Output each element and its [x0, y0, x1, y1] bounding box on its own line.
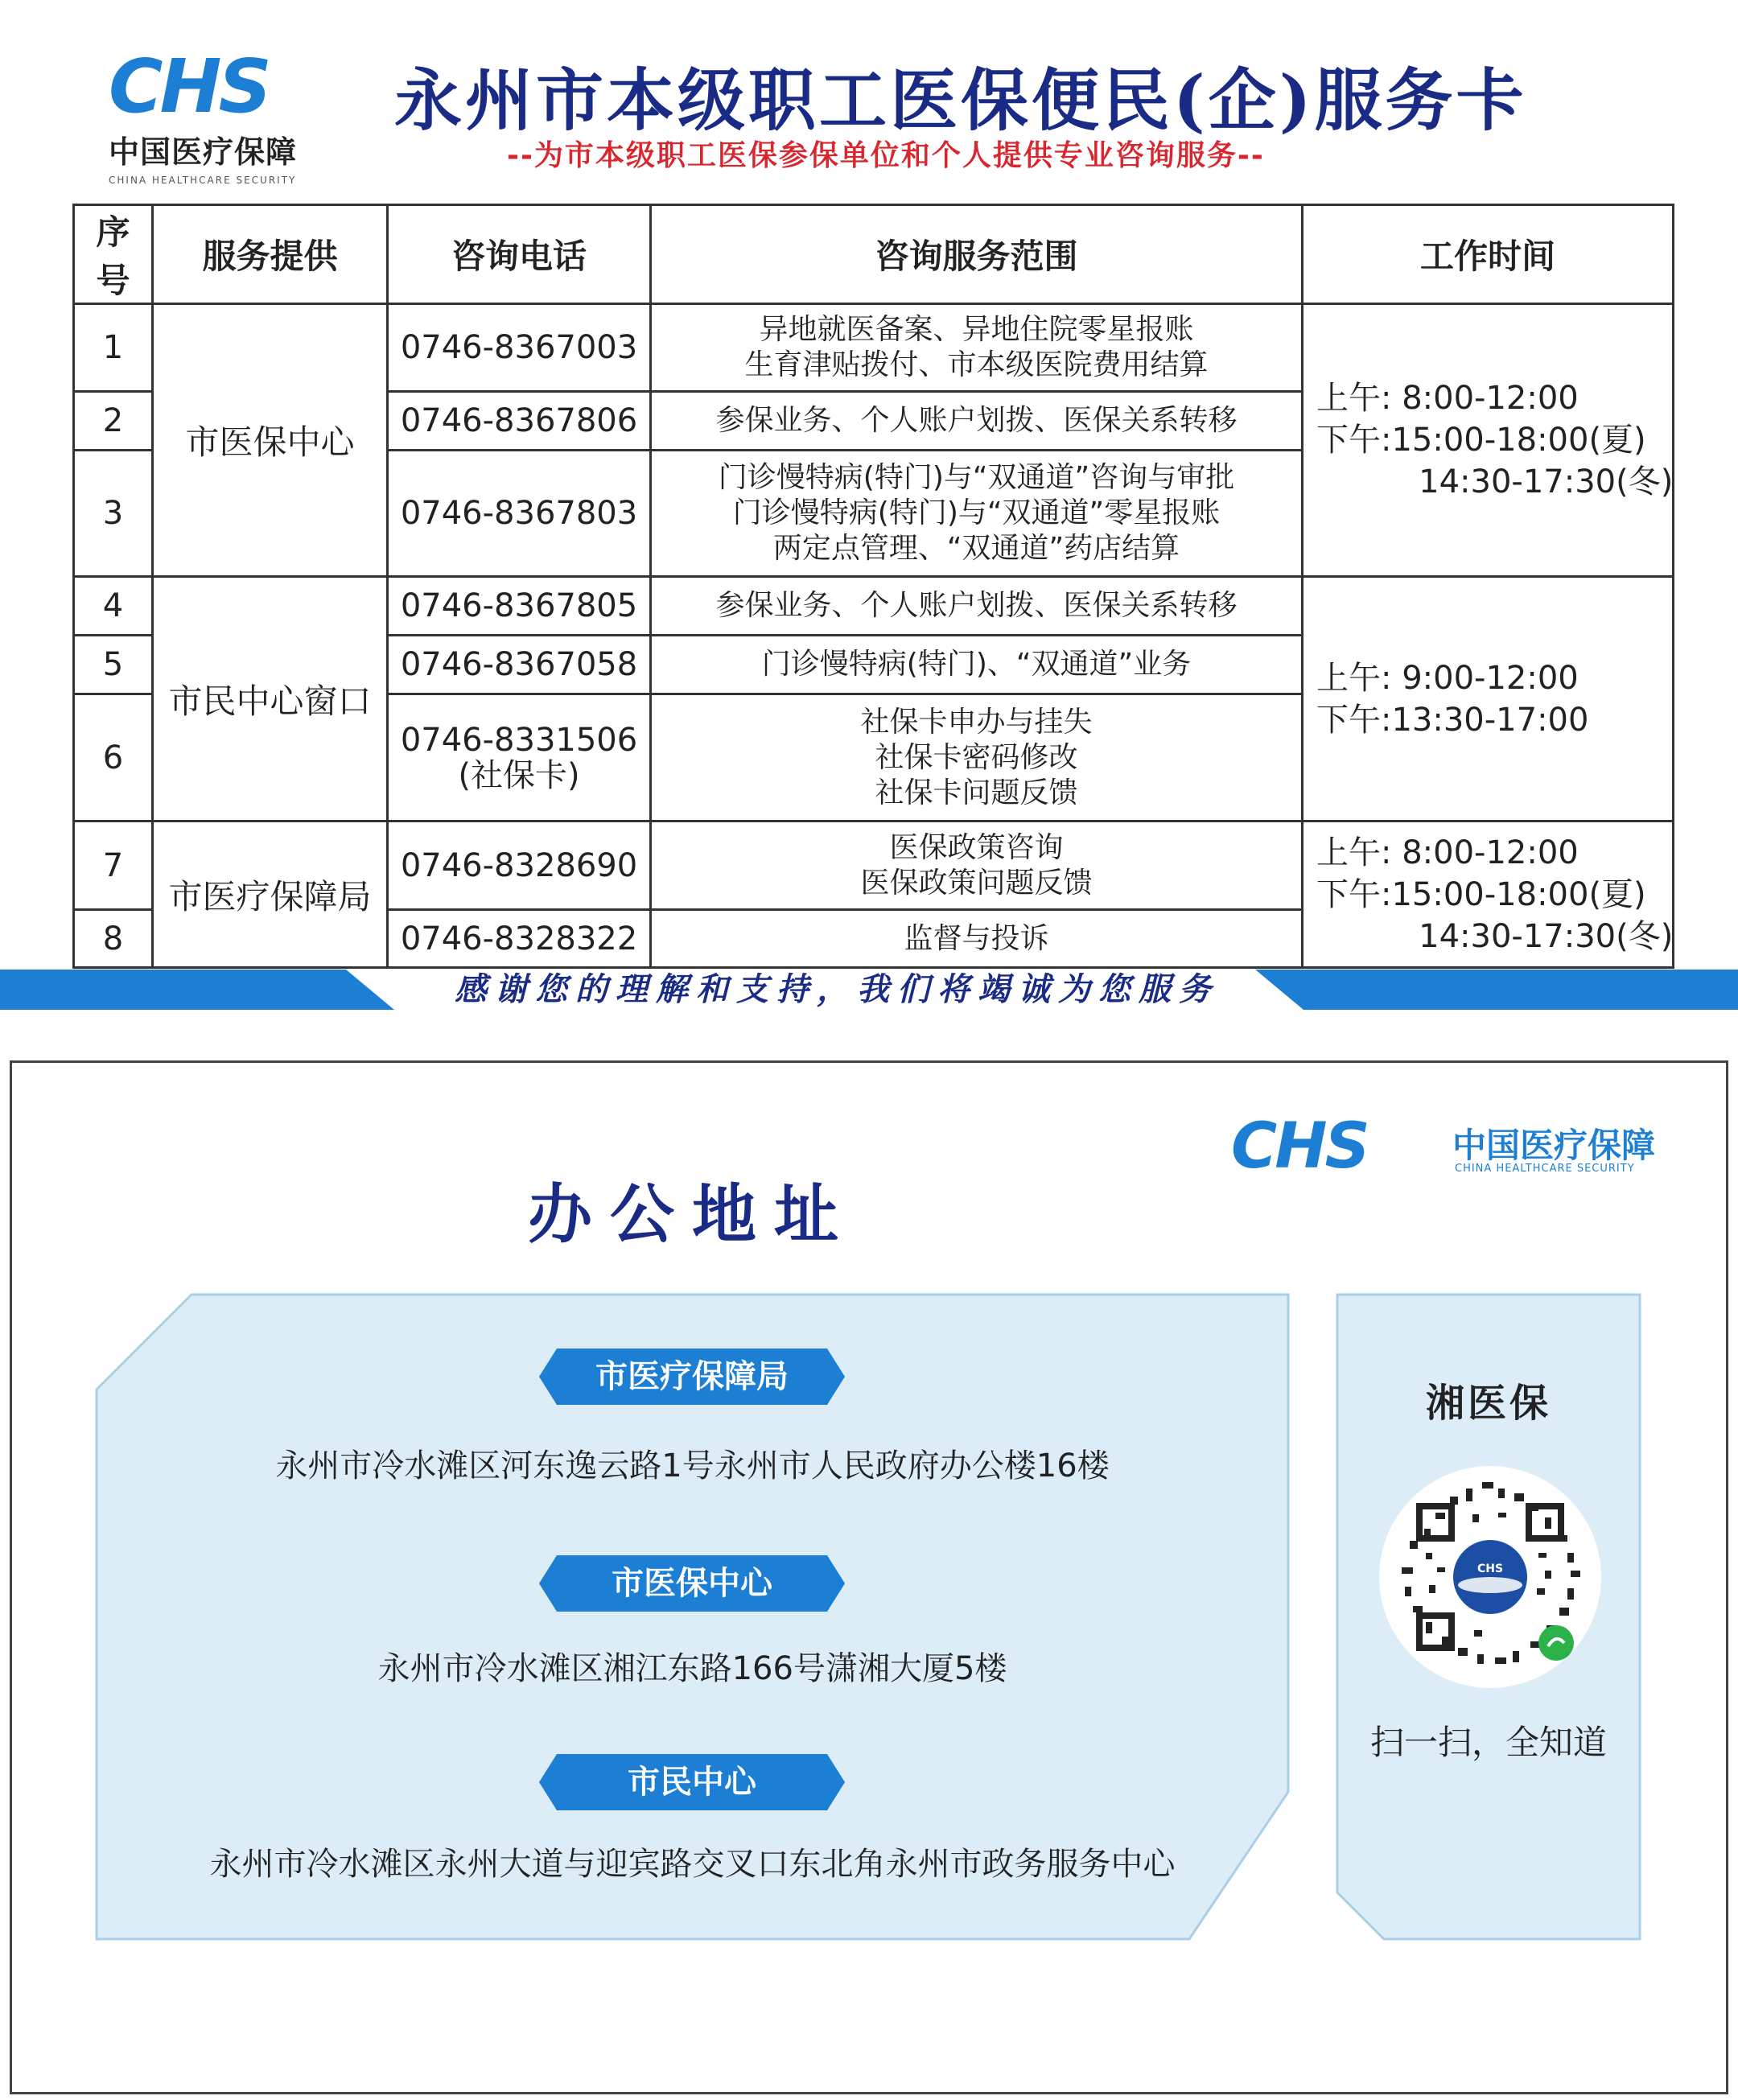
row-no: 3 [74, 451, 153, 577]
scope-line: 医保政策咨询 [889, 830, 1064, 864]
phone-number[interactable]: 0746-8367806 [400, 402, 638, 439]
row-no: 6 [74, 694, 153, 821]
logo-mark: CHS [109, 43, 269, 130]
qr-caption: 扫一扫，全知道 [1369, 1723, 1607, 1762]
phone-cell[interactable] [388, 304, 651, 392]
logo-en-text: CHINA HEALTHCARE SECURITY [1455, 1163, 1635, 1175]
tag-label: 市医保中心 [612, 1565, 772, 1602]
scope-line: 门诊慢特病(特门)与“双通道”咨询与审批 [718, 461, 1235, 494]
row-no: 8 [74, 910, 153, 968]
phone-number[interactable]: 0746-8367803 [400, 495, 638, 532]
table-header-row [74, 205, 1674, 304]
scope-line: 两定点管理、“双通道”药店结算 [772, 532, 1180, 565]
tag-citizen-center [539, 1754, 845, 1810]
row-no: 5 [74, 636, 153, 694]
scope-line: 门诊慢特病(特门)、“双通道”业务 [761, 648, 1192, 681]
chs-logo [109, 43, 326, 186]
scope-line: 监督与投诉 [904, 921, 1049, 955]
scope-cell [651, 910, 1303, 968]
header-scope: 咨询服务范围 [651, 205, 1303, 304]
logo-mark: CHS [1231, 1110, 1368, 1183]
header-no: 序号 [74, 205, 153, 304]
service-table [72, 204, 1674, 969]
phone-cell[interactable] [388, 636, 651, 694]
scope-line: 参保业务、个人账户划拨、医保关系转移 [715, 404, 1238, 437]
row-no: 2 [74, 392, 153, 451]
band-right [1255, 970, 1738, 1010]
phone-number[interactable]: 0746-8328690 [400, 846, 638, 884]
hours-cell: 上午: 9:00-12:00 下午:13:30-17:00 [1303, 577, 1674, 821]
scope-line: 医保政策问题反馈 [860, 866, 1093, 900]
phone-cell[interactable] [388, 821, 651, 910]
scope-line: 参保业务、个人账户划拨、医保关系转移 [715, 589, 1238, 622]
header-hours: 工作时间 [1303, 205, 1674, 304]
hours-cell: 上午: 8:00-12:00 下午:15:00-18:00(夏) 14:30-17:30(冬) [1303, 821, 1674, 968]
provider-cell: 市民中心窗口 [153, 577, 388, 821]
scope-cell [651, 304, 1303, 392]
tag-label: 市医疗保障局 [595, 1358, 789, 1395]
phone-number[interactable]: 0746-8367003 [400, 329, 638, 366]
scope-line: 生育津贴拨付、市本级医院费用结算 [744, 348, 1209, 381]
phone-cell[interactable] [388, 694, 651, 821]
phone-number[interactable]: 0746-8367805 [400, 587, 638, 624]
office-title: 办公地址 [528, 1177, 856, 1252]
table-row [74, 577, 1674, 636]
row-no: 7 [74, 821, 153, 910]
scope-line: 异地就医备案、异地住院零星报账 [759, 313, 1194, 346]
tag-medical-insurance-center [539, 1555, 845, 1612]
chs-logo-right [1231, 1110, 1682, 1183]
band-left [0, 970, 394, 1010]
phone-cell[interactable] [388, 577, 651, 636]
svg-text:CHS: CHS [1476, 1563, 1504, 1575]
header-phone: 咨询电话 [388, 205, 651, 304]
scope-line: 社保卡申办与挂失 [860, 705, 1093, 739]
address-medical-insurance-center: 永州市冷水滩区湘江东路166号潇湘大厦5楼 [377, 1650, 1007, 1687]
provider-cell: 市医疗保障局 [153, 821, 388, 968]
header-provider: 服务提供 [153, 205, 388, 304]
tag-medical-security-bureau [539, 1349, 845, 1405]
logo-en-text: CHINA HEALTHCARE SECURITY [109, 175, 297, 186]
hours-cell: 上午: 8:00-12:00 下午:15:00-18:00(夏) 14:30-17:30(冬) [1303, 304, 1674, 577]
table-row [74, 821, 1674, 910]
scope-cell [651, 451, 1303, 577]
qr-title: 湘医保 [1425, 1381, 1551, 1426]
phone-note: (社保卡) [458, 756, 580, 794]
phone-cell[interactable] [388, 451, 651, 577]
row-no: 1 [74, 304, 153, 392]
page-subtitle: --为市本级职工医保参保单位和个人提供专业咨询服务-- [507, 139, 1265, 172]
scope-line: 社保卡密码修改 [875, 740, 1078, 774]
address-medical-security-bureau: 永州市冷水滩区河东逸云路1号永州市人民政府办公楼16楼 [275, 1447, 1110, 1484]
scope-line: 社保卡问题反馈 [875, 776, 1078, 809]
row-no: 4 [74, 577, 153, 636]
scope-cell [651, 821, 1303, 910]
phone-number[interactable]: 0746-8367058 [400, 646, 638, 683]
phone-number[interactable]: 0746-8331506 [400, 721, 638, 759]
phone-cell[interactable] [388, 910, 651, 968]
scope-cell [651, 577, 1303, 636]
phone-number[interactable]: 0746-8328322 [400, 920, 638, 957]
address-citizen-center: 永州市冷水滩区永州大道与迎宾路交叉口东北角永州市政务服务中心 [209, 1846, 1176, 1883]
scope-cell [651, 694, 1303, 821]
page-title: 永州市本级职工医保便民(企)服务卡 [394, 60, 1527, 140]
provider-cell: 市医保中心 [153, 304, 388, 577]
scope-line: 门诊慢特病(特门)与“双通道”零星报账 [732, 496, 1221, 529]
scope-cell [651, 636, 1303, 694]
phone-cell[interactable] [388, 392, 651, 451]
logo-cn-text: 中国医疗保障 [109, 134, 298, 170]
slogan-text: 感谢您的理解和支持，我们将竭诚为您服务 [455, 970, 1219, 1008]
logo-cn-text: 中国医疗保障 [1452, 1126, 1656, 1165]
scope-cell [651, 392, 1303, 451]
mini-program-qr-code[interactable] [1378, 1464, 1603, 1690]
table-row [74, 304, 1674, 392]
tag-label: 市民中心 [628, 1764, 756, 1801]
